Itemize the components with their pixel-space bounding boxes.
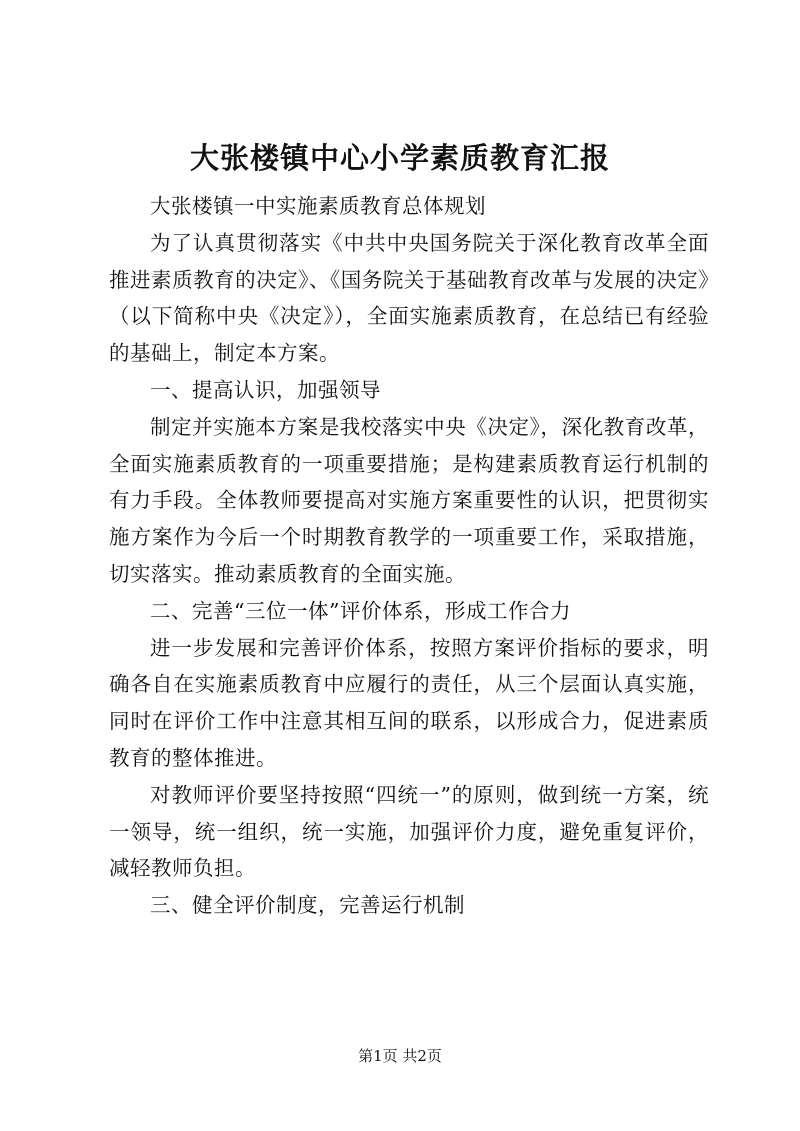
section-heading-3: 三、健全评价制度，完善运行机制	[150, 893, 465, 918]
page-number-footer: 第1页 共2页	[358, 1047, 442, 1065]
paragraph-section-2b: 对教师评价要坚持按照“四统一”的原则，做到统一方案，统一领导，统一组织，统一实施，加强评价力度，避免重复评价，减轻教师负担。	[109, 782, 709, 881]
paragraph-subtitle: 大张楼镇一中实施素质教育总体规划	[150, 194, 486, 218]
document-body	[109, 188, 709, 924]
section-heading-1: 一、提高认识，加强领导	[150, 377, 381, 402]
document-title: 大张楼镇中心小学素质教育汇报	[189, 141, 610, 175]
paragraph-section-1: 制定并实施本方案是我校落实中央《决定》，深化教育改革，全面实施素质教育的一项重要措施；是构建素质教育运行机制的有力手段。全体教师要提高对实施方案重要性的认识，把贯彻实施方案作为今后一个时期教育教学的一项重要工作，采取措施，切实落实。推动素质教育的全面实施。	[109, 414, 709, 586]
section-heading-2: 二、完善“三位一体”评价体系，形成工作合力	[150, 598, 571, 623]
paragraph-section-2a: 进一步发展和完善评价体系，按照方案评价指标的要求，明确各自在实施素质教育中应履行的责任，从三个层面认真实施，同时在评价工作中注意其相互间的联系，以形成合力，促进素质教育的整体推进。	[109, 635, 709, 770]
paragraph-intro: 为了认真贯彻落实《中共中央国务院关于深化教育改革全面推进素质教育的决定》、《国务院关于基础教育改革与发展的决定》（以下简称中央《决定》），全面实施素质教育，在总结已有经验的基础上，制定本方案。	[109, 230, 709, 366]
